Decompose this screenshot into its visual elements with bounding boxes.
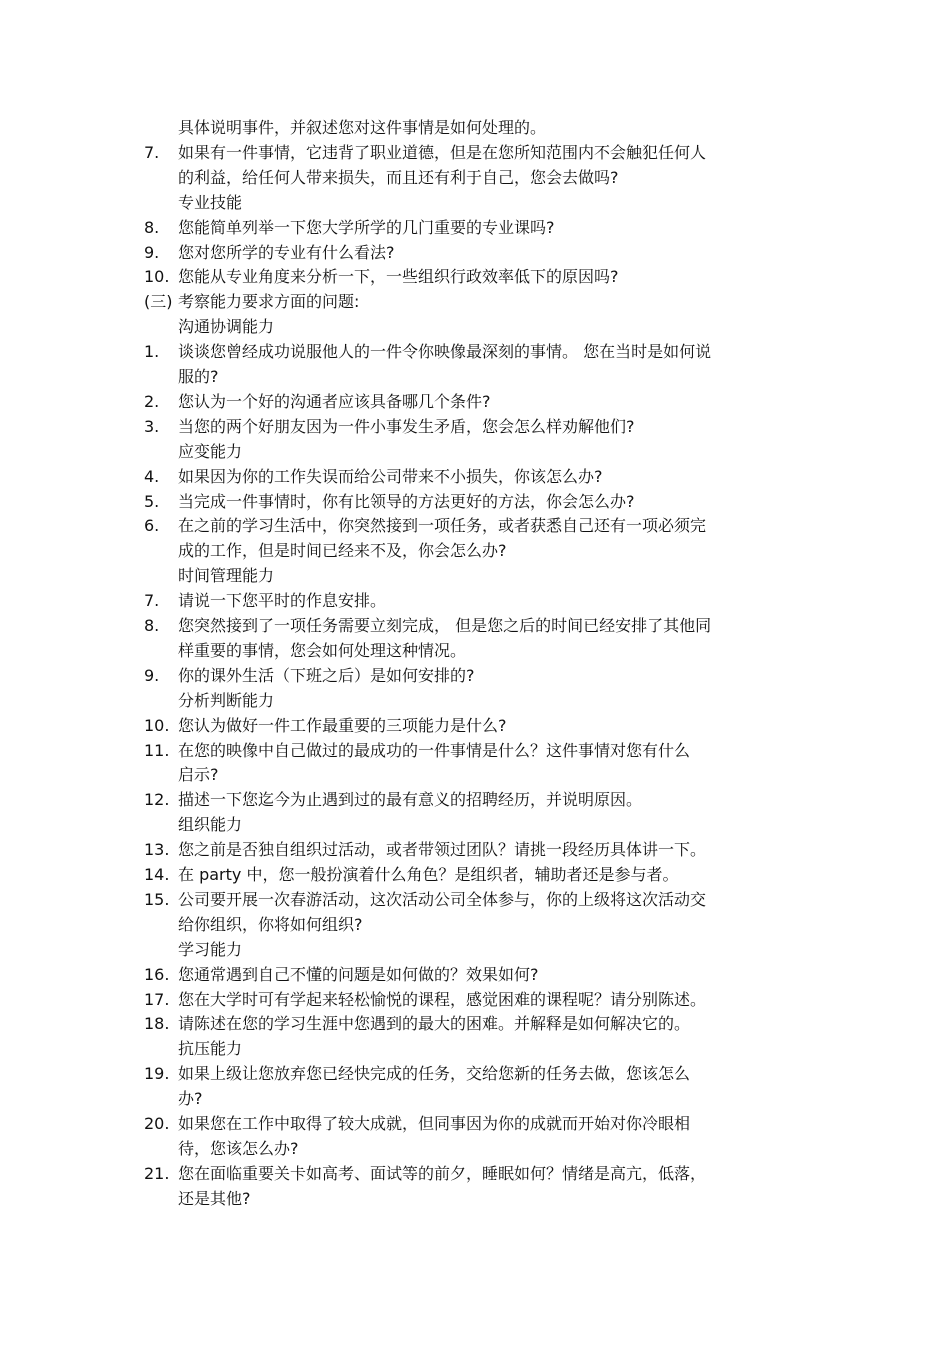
line-number: 10. (144, 267, 170, 286)
question-line: 您通常遇到自己不懂的问题是如何做的？效果如何? (178, 965, 539, 984)
question-line: 您能从专业角度来分析一下，一些组织行政效率低下的原因吗? (178, 267, 619, 286)
text-line: 还是其他? (178, 1189, 251, 1208)
question-line: 当完成一件事情时，你有比领导的方法更好的方法，你会怎么办? (178, 492, 635, 511)
text-line: 待，您该怎么办? (178, 1139, 299, 1158)
question-line: 您能简单列举一下您大学所学的几门重要的专业课吗? (178, 218, 555, 237)
text-line: 办? (178, 1089, 203, 1108)
line-number: 1. (144, 342, 160, 361)
question-line: 考察能力要求方面的问题: (178, 292, 360, 311)
line-number: 6. (144, 516, 160, 535)
question-line: 在您的映像中自己做过的最成功的一件事情是什么？这件事情对您有什么 (178, 741, 691, 760)
text-line: 具体说明事件，并叙述您对这件事情是如何处理的。 (178, 118, 547, 137)
question-line: 您在面临重要关卡如高考、面试等的前夕，睡眠如何？情绪是高亢，低落， (178, 1164, 707, 1183)
question-line: 公司要开展一次春游活动，这次活动公司全体参与，你的上级将这次活动交 (178, 890, 707, 909)
line-number: 9. (144, 243, 160, 262)
line-number: 13. (144, 840, 170, 859)
text-line: 的利益，给任何人带来损失，而且还有利于自己，您会去做吗? (178, 168, 619, 187)
text-line: 抗压能力 (178, 1039, 243, 1058)
line-number: 8. (144, 218, 160, 237)
question-line: 如果您在工作中取得了较大成就，但同事因为你的成就而开始对你冷眼相 (178, 1114, 691, 1133)
question-line: 您认为一个好的沟通者应该具备哪几个条件? (178, 392, 491, 411)
line-number: 20. (144, 1114, 170, 1133)
question-line: 您突然接到了一项任务需要立刻完成， 但是您之后的时间已经安排了其他同 (178, 616, 712, 635)
text-line: 时间管理能力 (178, 566, 275, 585)
line-number: 18. (144, 1014, 170, 1033)
line-number: 2. (144, 392, 160, 411)
question-line: 如果上级让您放弃您已经快完成的任务，交给您新的任务去做，您该怎么 (178, 1064, 691, 1083)
question-line: 当您的两个好朋友因为一件小事发生矛盾，您会怎么样劝解他们? (178, 417, 635, 436)
text-line: 成的工作，但是时间已经来不及，你会怎么办? (178, 541, 507, 560)
line-number: 8. (144, 616, 160, 635)
line-number: 19. (144, 1064, 170, 1083)
text-line: 启示? (178, 765, 219, 784)
text-line: 应变能力 (178, 442, 243, 461)
text-line: 沟通协调能力 (178, 317, 275, 336)
text-line: 服的? (178, 367, 219, 386)
text-line: 给你组织，你将如何组织? (178, 915, 363, 934)
question-line: 您在大学时可有学起来轻松愉悦的课程，感觉困难的课程呢？请分别陈述。 (178, 990, 707, 1009)
line-number: 10. (144, 716, 170, 735)
line-number: 16. (144, 965, 170, 984)
question-line: 在 party 中，您一般扮演着什么角色？是组织者，辅助者还是参与者。 (178, 865, 679, 884)
text-line: 分析判断能力 (178, 691, 275, 710)
text-line: 组织能力 (178, 815, 243, 834)
line-number: 7. (144, 143, 160, 162)
question-line: 谈谈您曾经成功说服他人的一件令你映像最深刻的事情。 您在当时是如何说 (178, 342, 712, 361)
line-number: 21. (144, 1164, 170, 1183)
question-line: 请说一下您平时的作息安排。 (178, 591, 387, 610)
question-line: 你的课外生活（下班之后）是如何安排的? (178, 666, 475, 685)
line-number: 5. (144, 492, 160, 511)
question-line: 您之前是否独自组织过活动，或者带领过团队？请挑一段经历具体讲一下。 (178, 840, 707, 859)
line-number: 12. (144, 790, 170, 809)
line-number: 9. (144, 666, 160, 685)
line-number: 7. (144, 591, 160, 610)
text-line: 学习能力 (178, 940, 243, 959)
line-number: 11. (144, 741, 170, 760)
question-line: 如果有一件事情，它违背了职业道德，但是在您所知范围内不会触犯任何人 (178, 143, 707, 162)
line-number: 17. (144, 990, 170, 1009)
line-number: 14. (144, 865, 170, 884)
question-line: 您认为做好一件工作最重要的三项能力是什么? (178, 716, 507, 735)
question-line: 描述一下您迄今为止遇到过的最有意义的招聘经历，并说明原因。 (178, 790, 643, 809)
text-line: 专业技能 (178, 193, 243, 212)
text-line: 样重要的事情，您会如何处理这种情况。 (178, 641, 467, 660)
line-number: 3. (144, 417, 160, 436)
question-line: 您对您所学的专业有什么看法? (178, 243, 395, 262)
question-line: 在之前的学习生活中，你突然接到一项任务，或者获悉自己还有一项必须完 (178, 516, 707, 535)
line-number: (三) (144, 292, 173, 311)
question-line: 请陈述在您的学习生涯中您遇到的最大的困难。并解释是如何解决它的。 (178, 1014, 691, 1033)
line-number: 15. (144, 890, 170, 909)
question-line: 如果因为你的工作失误而给公司带来不小损失，你该怎么办? (178, 467, 603, 486)
line-number: 4. (144, 467, 160, 486)
